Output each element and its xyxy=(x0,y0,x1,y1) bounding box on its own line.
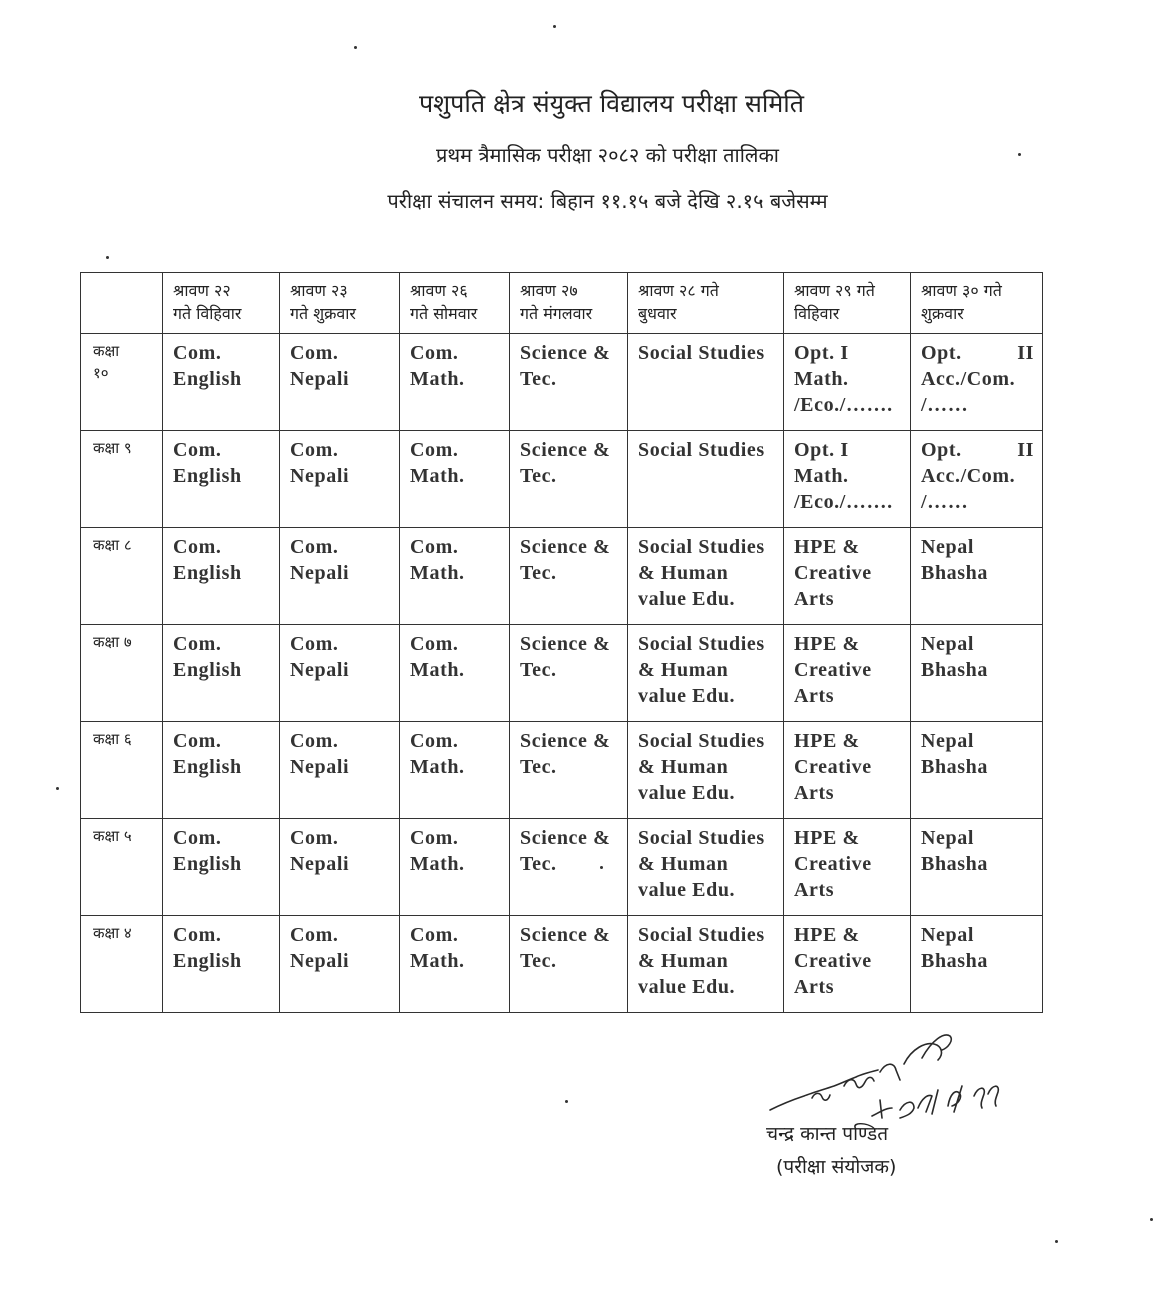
subject-line: English xyxy=(173,465,242,487)
class-label: १० xyxy=(93,364,109,382)
subject-cell xyxy=(628,819,784,916)
class-label: कक्षा ४ xyxy=(93,924,132,942)
subject-line: English xyxy=(173,853,242,875)
date-header-cell xyxy=(400,273,510,334)
scan-speck xyxy=(600,866,603,869)
subject-line: Nepali xyxy=(290,756,350,778)
subject-line: Creative xyxy=(794,853,872,875)
subject-line: English xyxy=(173,756,242,778)
subject-line: Math. xyxy=(410,659,465,681)
subject-cell xyxy=(784,625,911,722)
subject-line: Nepal xyxy=(921,536,974,558)
subject-line: Math. xyxy=(794,368,849,390)
subject-line: Nepal xyxy=(921,730,974,752)
subject-word: II xyxy=(1017,342,1034,364)
subject-line: Arts xyxy=(794,976,835,998)
date-header-line: श्रावण २९ गते xyxy=(794,281,875,300)
subject-cell xyxy=(911,431,1043,528)
scan-speck xyxy=(1018,153,1021,156)
subject-line: Math. xyxy=(794,465,849,487)
scan-speck xyxy=(56,787,59,790)
subject-line: Science & xyxy=(520,730,611,752)
subject-cell xyxy=(280,819,400,916)
subject-line: Nepali xyxy=(290,659,350,681)
subject-line: Com. xyxy=(290,924,339,946)
subject-line: Social Studies xyxy=(638,924,765,946)
subject-line: Arts xyxy=(794,879,835,901)
subject-line: HPE & xyxy=(794,924,860,946)
subject-line: Acc./Com. xyxy=(921,368,1016,390)
subject-line: Bhasha xyxy=(921,562,988,584)
subject-cell xyxy=(784,722,911,819)
class-label: कक्षा ५ xyxy=(93,827,132,845)
scan-speck xyxy=(106,256,109,259)
date-header-cell xyxy=(628,273,784,334)
subject-line: Opt. I xyxy=(794,342,849,364)
class-label-cell xyxy=(81,334,163,431)
subject-word: Opt. xyxy=(921,342,962,364)
class-label-cell xyxy=(81,722,163,819)
class-label: कक्षा ७ xyxy=(93,633,132,651)
subject-line: Tec. xyxy=(520,950,557,972)
subject-line: Tec. xyxy=(520,756,557,778)
subject-line: /Eco./……. xyxy=(794,491,893,513)
subject-line: Math. xyxy=(410,853,465,875)
subject-line: Arts xyxy=(794,685,835,707)
subject-cell xyxy=(911,916,1043,1013)
date-header-line: बुधवार xyxy=(638,304,677,323)
coordinator-role: (परीक्षा संयोजक) xyxy=(776,1156,897,1178)
subject-line: Social Studies xyxy=(638,439,765,461)
subject-cell xyxy=(784,819,911,916)
subject-line: Com. xyxy=(290,827,339,849)
subject-cell xyxy=(510,334,628,431)
subject-line: Com. xyxy=(290,730,339,752)
date-header-cell xyxy=(163,273,280,334)
subject-line: Science & xyxy=(520,536,611,558)
subject-line: Creative xyxy=(794,562,872,584)
subject-line: Creative xyxy=(794,659,872,681)
date-header-line: शुक्रवार xyxy=(921,304,964,323)
subject-line: Bhasha xyxy=(921,950,988,972)
table-body xyxy=(81,334,1043,1013)
subject-cell xyxy=(163,916,280,1013)
date-header-line: गते शुक्रवार xyxy=(290,304,356,323)
scan-speck xyxy=(565,1100,568,1103)
subject-line: & Human xyxy=(638,562,729,584)
subject-line: Com. xyxy=(173,633,222,655)
scan-speck xyxy=(354,46,357,49)
class-label: कक्षा ८ xyxy=(93,536,132,554)
subject-line: Science & xyxy=(520,439,611,461)
subject-line: Social Studies xyxy=(638,536,765,558)
subject-line: Nepali xyxy=(290,465,350,487)
subject-cell xyxy=(628,431,784,528)
subject-line: Social Studies xyxy=(638,342,765,364)
subject-cell xyxy=(510,528,628,625)
subject-line: Com. xyxy=(290,633,339,655)
subject-line: Com. xyxy=(410,342,459,364)
class-label: कक्षा ६ xyxy=(93,730,132,748)
subject-line: Bhasha xyxy=(921,659,988,681)
subject-line: Com. xyxy=(173,924,222,946)
subject-line: HPE & xyxy=(794,536,860,558)
scan-speck xyxy=(1150,1218,1153,1221)
class-label: कक्षा ९ xyxy=(93,439,132,457)
subject-line: value Edu. xyxy=(638,782,736,804)
subject-line: Nepali xyxy=(290,562,350,584)
date-header-line: श्रावण २७ xyxy=(520,281,578,300)
table-row xyxy=(81,625,1043,722)
subject-line: Creative xyxy=(794,756,872,778)
subject-cell xyxy=(628,916,784,1013)
subject-line: Com. xyxy=(290,342,339,364)
subject-line: Nepal xyxy=(921,633,974,655)
subject-cell xyxy=(280,334,400,431)
subject-cell xyxy=(911,819,1043,916)
subject-line: English xyxy=(173,562,242,584)
subject-line: HPE & xyxy=(794,730,860,752)
subject-line: Creative xyxy=(794,950,872,972)
subject-line: Com. xyxy=(410,827,459,849)
subject-cell xyxy=(911,334,1043,431)
subject-line xyxy=(921,437,1034,463)
subject-line: Math. xyxy=(410,950,465,972)
subject-cell xyxy=(280,916,400,1013)
committee-title: पशुपति क्षेत्र संयुक्त विद्यालय परीक्षा समिति xyxy=(418,89,805,118)
subject-cell xyxy=(400,431,510,528)
subject-cell xyxy=(628,722,784,819)
subject-cell xyxy=(510,819,628,916)
subject-cell xyxy=(400,625,510,722)
subject-line: Arts xyxy=(794,782,835,804)
handwritten-signature xyxy=(752,1030,1012,1130)
class-label: कक्षा xyxy=(93,342,120,360)
date-header-line: गते विहिवार xyxy=(173,304,242,323)
date-header-line: श्रावण २२ xyxy=(173,281,231,300)
subject-line: Com. xyxy=(410,633,459,655)
subject-cell xyxy=(628,334,784,431)
subject-line: & Human xyxy=(638,853,729,875)
exam-timing: परीक्षा संचालन समय: बिहान ११.१५ बजे देखि २.१५ बजेसम्म xyxy=(387,189,828,213)
subject-line: Com. xyxy=(173,536,222,558)
date-header-line: श्रावण २६ xyxy=(410,281,468,300)
subject-line: Nepali xyxy=(290,853,350,875)
scan-speck xyxy=(1055,1240,1058,1243)
subject-line: Science & xyxy=(520,633,611,655)
subject-cell xyxy=(510,916,628,1013)
subject-line: Com. xyxy=(290,439,339,461)
subject-cell xyxy=(911,528,1043,625)
subject-cell xyxy=(163,334,280,431)
subject-cell xyxy=(510,625,628,722)
subject-cell xyxy=(163,819,280,916)
class-label-cell xyxy=(81,916,163,1013)
subject-cell xyxy=(280,625,400,722)
subject-line: value Edu. xyxy=(638,685,736,707)
subject-line: /…… xyxy=(921,394,969,416)
subject-line: HPE & xyxy=(794,827,860,849)
subject-cell xyxy=(510,722,628,819)
subject-line: & Human xyxy=(638,950,729,972)
subject-cell xyxy=(400,528,510,625)
table-row xyxy=(81,916,1043,1013)
subject-line: Nepal xyxy=(921,827,974,849)
subject-line: Tec. xyxy=(520,562,557,584)
table-header-row xyxy=(81,273,1043,334)
subject-line: Tec. xyxy=(520,659,557,681)
table-row xyxy=(81,431,1043,528)
subject-line: & Human xyxy=(638,659,729,681)
subject-line: Com. xyxy=(290,536,339,558)
subject-line: English xyxy=(173,659,242,681)
date-header-cell xyxy=(280,273,400,334)
subject-line: Math. xyxy=(410,368,465,390)
subject-line: /…… xyxy=(921,491,969,513)
subject-cell xyxy=(784,916,911,1013)
subject-line: value Edu. xyxy=(638,879,736,901)
subject-line: Nepali xyxy=(290,950,350,972)
subject-cell xyxy=(400,819,510,916)
subject-line: Science & xyxy=(520,924,611,946)
header-corner-cell xyxy=(81,273,163,334)
subject-line: Nepal xyxy=(921,924,974,946)
subject-line: value Edu. xyxy=(638,976,736,998)
subject-line: value Edu. xyxy=(638,588,736,610)
subject-cell xyxy=(400,916,510,1013)
date-header-line: गते मंगलवार xyxy=(520,304,593,323)
class-label-cell xyxy=(81,528,163,625)
subject-word: Opt. xyxy=(921,439,962,461)
subject-line: & Human xyxy=(638,756,729,778)
subject-cell xyxy=(280,431,400,528)
class-label-cell xyxy=(81,431,163,528)
subject-cell xyxy=(784,528,911,625)
subject-line: Opt. I xyxy=(794,439,849,461)
subject-line: HPE & xyxy=(794,633,860,655)
subject-line: Com. xyxy=(173,342,222,364)
subject-cell xyxy=(628,528,784,625)
subject-line: Com. xyxy=(410,924,459,946)
subject-line: Com. xyxy=(173,439,222,461)
table-row xyxy=(81,334,1043,431)
subject-line: Math. xyxy=(410,465,465,487)
subject-line: Social Studies xyxy=(638,827,765,849)
subject-line: English xyxy=(173,368,242,390)
class-label-cell xyxy=(81,819,163,916)
subject-line: Math. xyxy=(410,756,465,778)
subject-cell xyxy=(911,625,1043,722)
subject-line: Science & xyxy=(520,342,611,364)
date-header-cell xyxy=(510,273,628,334)
subject-cell xyxy=(400,722,510,819)
subject-line: Tec. xyxy=(520,465,557,487)
subject-line: Social Studies xyxy=(638,633,765,655)
subject-line: Com. xyxy=(410,439,459,461)
scan-speck xyxy=(553,25,556,28)
coordinator-name: चन्द्र कान्त पण्डित xyxy=(766,1123,889,1145)
subject-line: Com. xyxy=(173,827,222,849)
table-row xyxy=(81,819,1043,916)
table-row xyxy=(81,722,1043,819)
table-row xyxy=(81,528,1043,625)
subject-word: II xyxy=(1017,439,1034,461)
subject-line: Com. xyxy=(173,730,222,752)
subject-line: Acc./Com. xyxy=(921,465,1016,487)
subject-cell xyxy=(280,722,400,819)
subject-line: Arts xyxy=(794,588,835,610)
date-header-line: गते सोमवार xyxy=(410,304,478,323)
class-label-cell xyxy=(81,625,163,722)
subject-line xyxy=(921,340,1034,366)
subject-cell xyxy=(784,334,911,431)
subject-line: /Eco./……. xyxy=(794,394,893,416)
schedule-subtitle: प्रथम त्रैमासिक परीक्षा २०८२ को परीक्षा तालिका xyxy=(436,143,779,167)
subject-cell xyxy=(163,528,280,625)
subject-line: Com. xyxy=(410,730,459,752)
subject-cell xyxy=(911,722,1043,819)
subject-cell xyxy=(163,431,280,528)
subject-cell xyxy=(163,722,280,819)
subject-cell xyxy=(163,625,280,722)
subject-line: Com. xyxy=(410,536,459,558)
date-header-line: श्रावण २३ xyxy=(290,281,348,300)
subject-cell xyxy=(784,431,911,528)
subject-line: English xyxy=(173,950,242,972)
subject-cell xyxy=(400,334,510,431)
date-header-line: श्रावण २८ गते xyxy=(638,281,719,300)
date-header-cell xyxy=(784,273,911,334)
subject-cell xyxy=(280,528,400,625)
subject-line: Math. xyxy=(410,562,465,584)
subject-line: Science & xyxy=(520,827,611,849)
date-header-cell xyxy=(911,273,1043,334)
subject-line: Tec. xyxy=(520,853,557,875)
subject-cell xyxy=(628,625,784,722)
subject-cell xyxy=(510,431,628,528)
exam-schedule-table xyxy=(80,272,1043,1013)
date-header-line: श्रावण ३० गते xyxy=(921,281,1002,300)
subject-line: Social Studies xyxy=(638,730,765,752)
date-header-line: विहिवार xyxy=(794,304,840,323)
subject-line: Bhasha xyxy=(921,756,988,778)
subject-line: Bhasha xyxy=(921,853,988,875)
subject-line: Nepali xyxy=(290,368,350,390)
subject-line: Tec. xyxy=(520,368,557,390)
